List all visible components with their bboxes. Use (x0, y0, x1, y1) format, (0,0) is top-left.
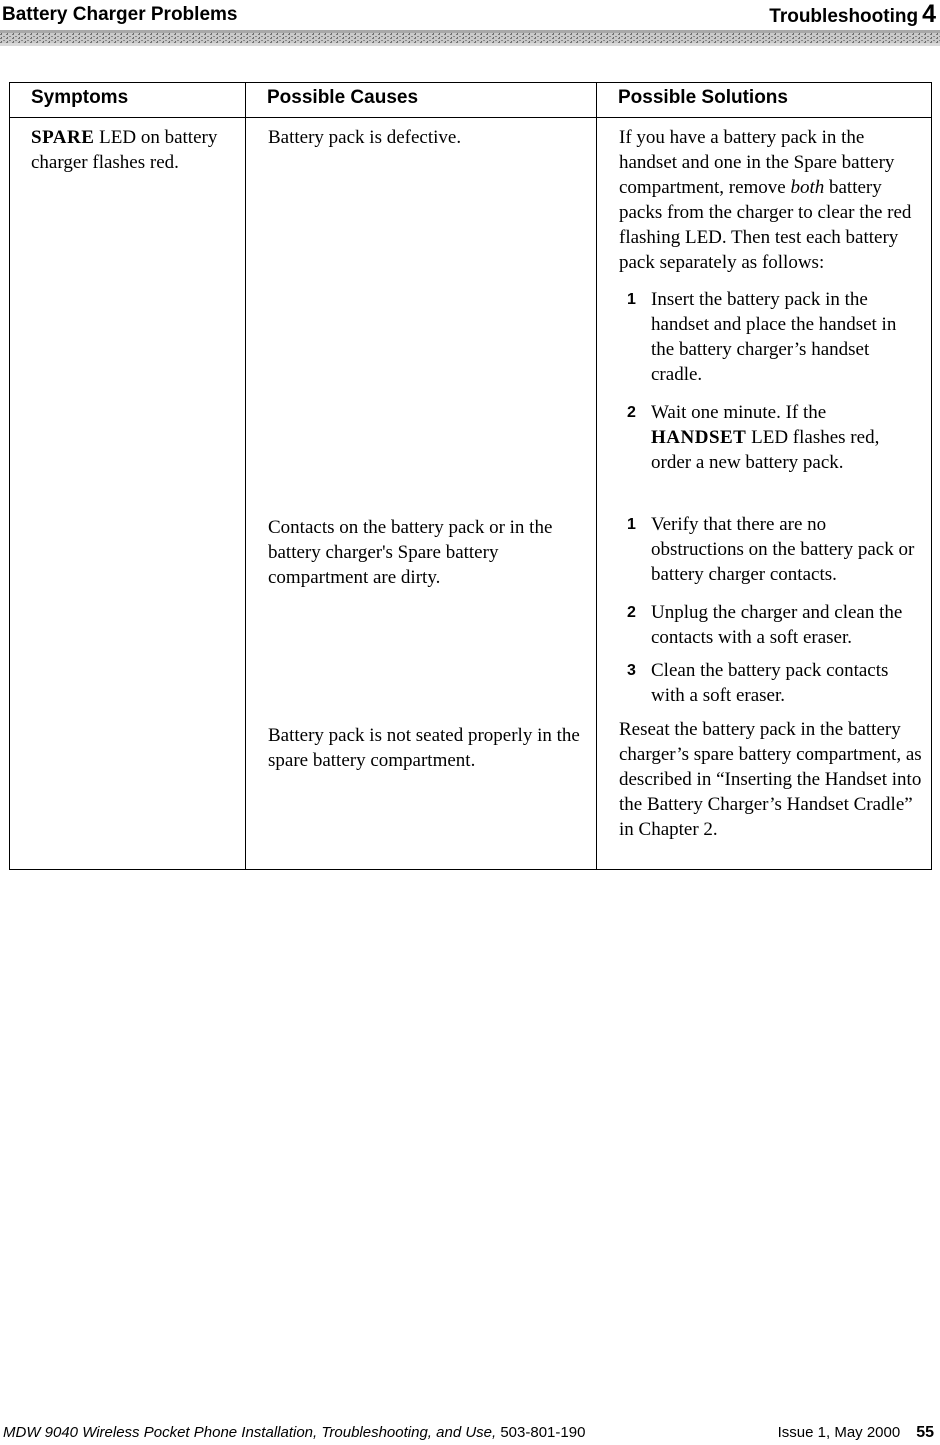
footer-issue: Issue 1, May 2000 (777, 1424, 901, 1441)
handset-led-label: HANDSET (651, 427, 747, 448)
solution-1-emphasis: both (790, 177, 825, 198)
footer-issue-page (778, 1424, 934, 1442)
step-number: 1 (627, 516, 636, 533)
solution-3: Reseat the battery pack in the battery charger’s spare battery compartment, as described in “Inserting the Handset into the Battery Charger’s Handset Cradle” in Chapter 2. (619, 719, 922, 840)
solution-1-step-2 (627, 400, 917, 475)
column-header-causes: Possible Causes (246, 83, 597, 118)
step-number: 2 (627, 604, 636, 621)
step-number: 2 (627, 404, 636, 421)
symptom-cell (10, 118, 246, 870)
solution-2-step-3 (627, 658, 917, 708)
solutions-cell (597, 118, 932, 870)
step-text-a: Wait one minute. If the (651, 402, 827, 423)
solution-2-step-2 (627, 600, 917, 650)
solution-1-step-1 (627, 287, 917, 387)
column-header-solutions: Possible Solutions (597, 83, 932, 118)
footer-title: MDW 9040 Wireless Pocket Phone Installation, Troubleshooting, and Use, (3, 1424, 497, 1441)
step-text: Insert the battery pack in the handset and place the handset in the battery charger’s handset cradle. (651, 289, 897, 385)
solution-2-step-1 (627, 512, 917, 587)
cause-3: Battery pack is not seated properly in the spare battery compartment. (268, 725, 580, 771)
solution-1-intro-a: If you have a battery pack in the handset and one in the Spare battery compartment, remove (619, 127, 895, 198)
solution-1-intro (619, 125, 925, 275)
cause-1: Battery pack is defective. (268, 127, 462, 148)
footer-document-title (3, 1424, 585, 1441)
running-header-section: Battery Charger Problems (2, 4, 238, 25)
step-text (651, 400, 917, 475)
step-text-b: LED flashes red, order a new battery pack. (651, 427, 880, 473)
step-number: 3 (627, 662, 636, 679)
footer-doc-number: 503-801-190 (496, 1424, 586, 1441)
causes-cell (246, 118, 597, 870)
step-text: Verify that there are no obstructions on the battery pack or battery charger contacts. (651, 514, 915, 585)
step-number: 1 (627, 291, 636, 308)
chapter-number: 4 (922, 0, 936, 28)
column-header-symptoms: Symptoms (10, 83, 246, 118)
chapter-label: Troubleshooting (769, 6, 919, 27)
page-number: 55 (916, 1424, 934, 1441)
cause-2: Contacts on the battery pack or in the battery charger's Spare battery compartment are dirty. (268, 517, 553, 588)
spare-led-label: SPARE (31, 127, 95, 148)
running-header-chapter (769, 0, 936, 29)
header-decorative-band (0, 30, 940, 46)
troubleshooting-table (9, 82, 932, 870)
solution-1-intro-b: battery packs from the charger to clear the red flashing LED. Then test each battery pack separately as follows: (619, 177, 912, 273)
symptom-text: LED on battery charger flashes red. (31, 127, 218, 173)
step-text: Unplug the charger and clean the contacts with a soft eraser. (651, 602, 903, 648)
step-text: Clean the battery pack contacts with a soft eraser. (651, 660, 889, 706)
